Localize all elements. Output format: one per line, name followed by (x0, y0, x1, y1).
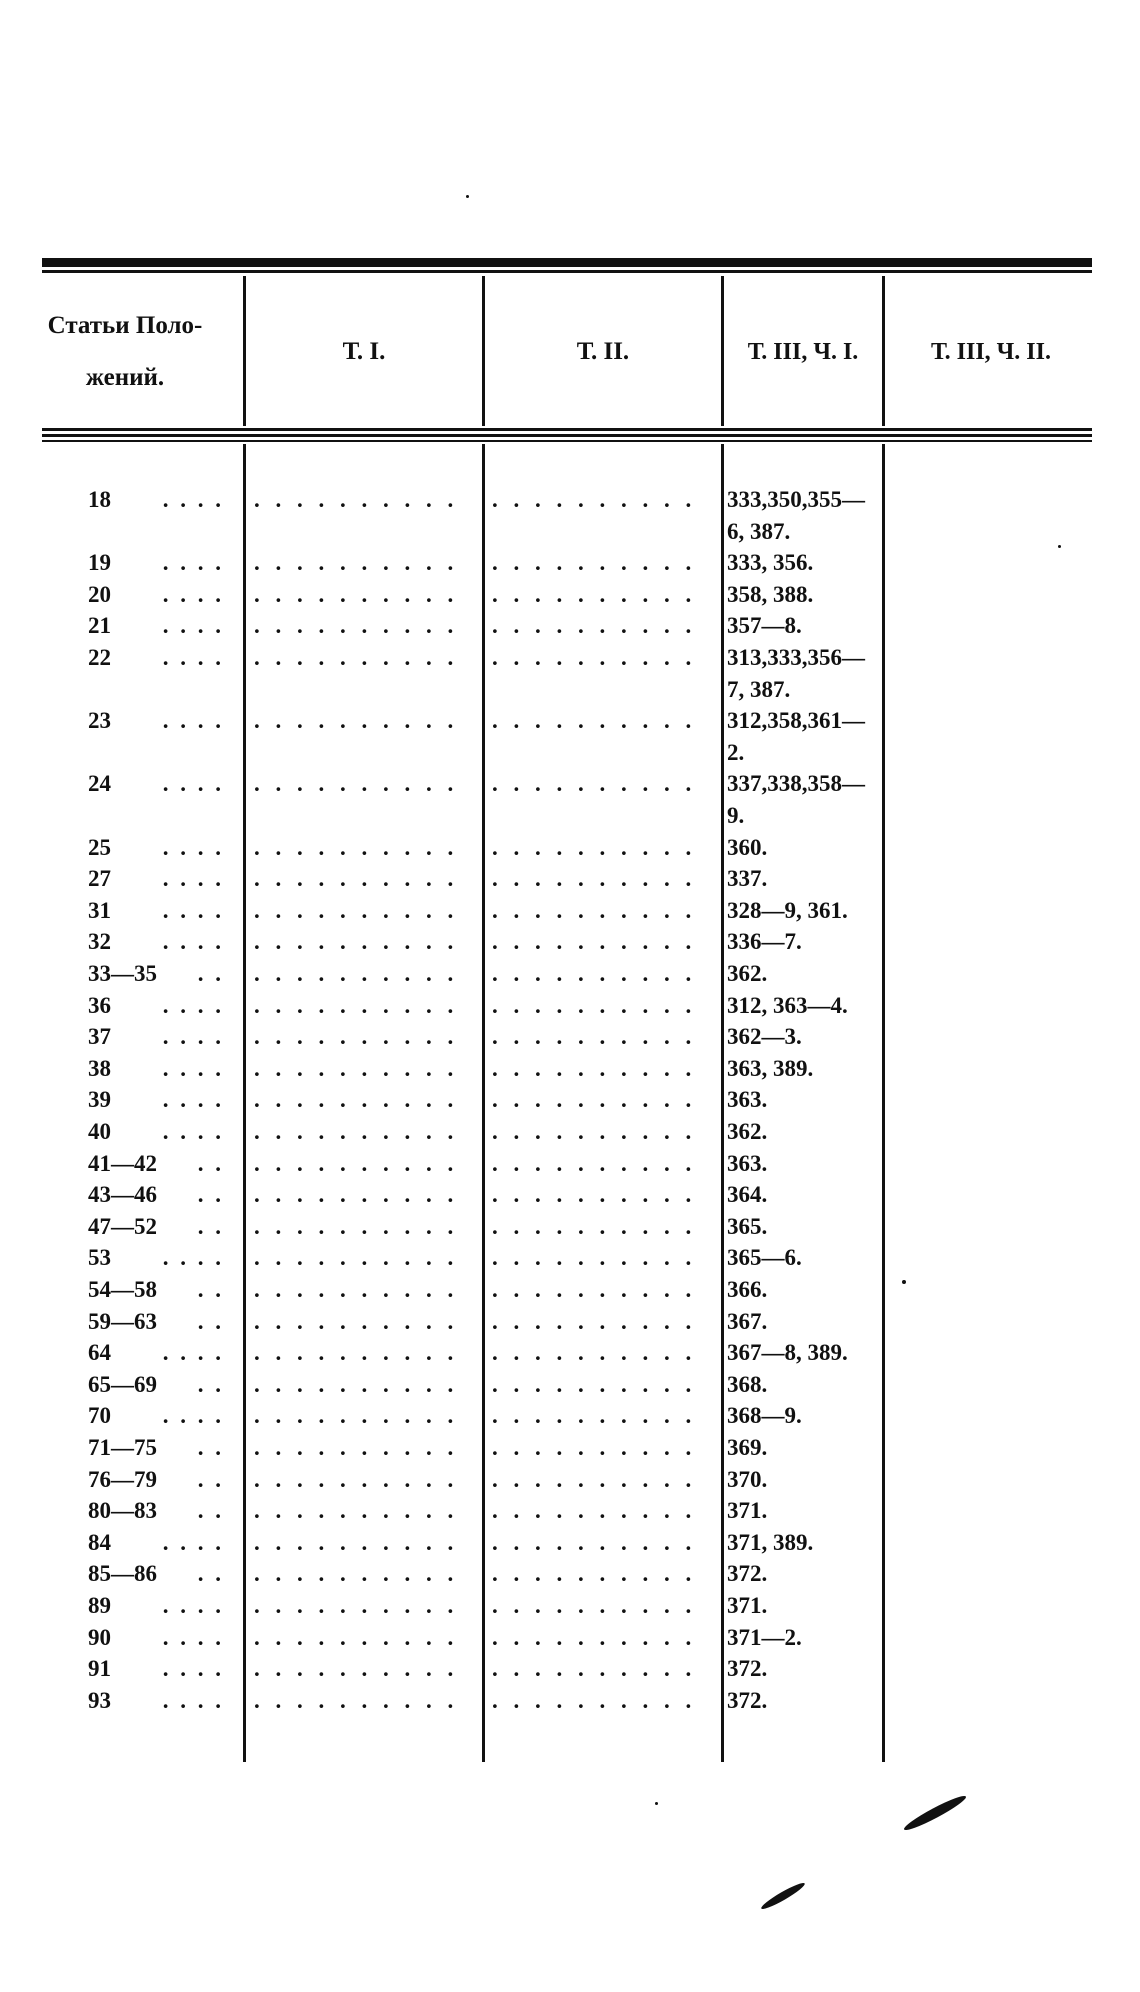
article-number: 53 (88, 1245, 111, 1271)
leader-dots: . . . . (162, 1403, 224, 1429)
column-divider (882, 276, 885, 426)
leader-dots: . . . . (162, 992, 224, 1018)
page-reference: 372. (727, 1687, 768, 1713)
leader-dots: . . . . . . . . . . (254, 581, 459, 607)
leader-dots: . . . . (162, 1055, 224, 1081)
page-reference: 313,333,356—7, 387. (727, 645, 865, 702)
leader-dots: . . . . . . . . . . (254, 1403, 459, 1429)
column-divider (243, 444, 246, 1762)
leader-dots: . . . . (162, 1340, 224, 1366)
leader-dots: . . (197, 1371, 224, 1397)
page-reference: 371, 389. (727, 1529, 814, 1555)
article-number: 39 (88, 1087, 111, 1113)
article-number: 71—75 (88, 1435, 157, 1460)
article-number: 18 (88, 487, 111, 512)
column-divider (721, 276, 724, 426)
leader-dots: . . . . . . . . . . (254, 1245, 459, 1271)
leader-dots: . . . . . . . . . . (492, 834, 697, 860)
article-number: 40 (88, 1119, 111, 1144)
page-reference: 312,358,361—2. (727, 708, 865, 766)
page-reference: 367—8, 389. (727, 1340, 848, 1366)
article-number: 93 (88, 1687, 111, 1713)
leader-dots: . . . . . . . . . . (254, 897, 459, 923)
article-number: 19 (88, 550, 111, 576)
page-reference: 369. (727, 1435, 768, 1460)
article-number: 80—83 (88, 1498, 157, 1524)
leader-dots: . . . . (162, 771, 224, 797)
article-number: 84 (88, 1529, 111, 1555)
leader-dots: . . (197, 961, 224, 986)
leader-dots: . . . . . . . . . . (254, 1087, 459, 1113)
column-divider (882, 444, 885, 1762)
leader-dots: . . . . (162, 929, 224, 955)
leader-dots: . . . . (162, 550, 224, 576)
leader-dots: . . . . . . . . . . (492, 1245, 697, 1271)
page-reference: 357—8. (727, 613, 802, 639)
leader-dots: . . . . . . . . . . (254, 1119, 459, 1144)
page-reference: 372. (727, 1656, 768, 1682)
leader-dots: . . . . (162, 645, 224, 670)
header-articles-line1: Статьи Поло- (47, 312, 203, 339)
leader-dots: . . . . . . . . . . (492, 1403, 697, 1429)
article-number: 41—42 (88, 1150, 157, 1176)
leader-dots: . . . . (162, 1593, 224, 1618)
page-reference: 337. (727, 866, 768, 892)
scan-speck (902, 1280, 906, 1284)
leader-dots: . . . . . . . . . . (492, 1593, 697, 1618)
header-t3-part1: Т. III, Ч. I. (747, 338, 859, 365)
page-reference: 372. (727, 1561, 768, 1587)
leader-dots: . . . . . . . . . . (254, 613, 459, 639)
leader-dots: . . . . . . . . . . (254, 1687, 459, 1713)
leader-dots: . . . . . . . . . . (254, 1308, 459, 1334)
leader-dots: . . . . . . . . . . (492, 897, 697, 923)
column-divider (482, 444, 485, 1762)
leader-dots: . . . . . . . . . . (492, 929, 697, 955)
article-number: 24 (88, 771, 111, 797)
column-divider (243, 276, 246, 426)
leader-dots: . . . . . . . . . . (492, 1371, 697, 1397)
article-number: 22 (88, 645, 111, 670)
leader-dots: . . . . . . . . . . (492, 1308, 697, 1334)
article-number: 90 (88, 1624, 111, 1650)
page-reference: 362. (727, 1119, 768, 1144)
leader-dots: . . . . . . . . . . (254, 992, 459, 1018)
page-reference: 370. (727, 1466, 768, 1492)
leader-dots: . . . . . . . . . . (254, 708, 459, 734)
page-reference: 360. (727, 834, 768, 860)
leader-dots: . . . . (162, 897, 224, 923)
leader-dots: . . . . (162, 1087, 224, 1113)
leader-dots: . . . . . . . . . . (492, 550, 697, 576)
article-number: 38 (88, 1055, 111, 1081)
page-reference: 367. (727, 1308, 768, 1334)
leader-dots: . . . . . . . . . . (254, 1055, 459, 1081)
leader-dots: . . . . . . . . . . (492, 1529, 697, 1555)
leader-dots: . . (197, 1182, 224, 1208)
page-reference: 333, 356. (727, 550, 814, 576)
article-number: 43—46 (88, 1182, 157, 1208)
article-number: 25 (88, 834, 111, 860)
leader-dots: . . . . . . . . . . (492, 771, 697, 797)
column-divider (482, 276, 485, 426)
article-number: 76—79 (88, 1466, 157, 1492)
leader-dots: . . . . . . . . . . (492, 1087, 697, 1113)
leader-dots: . . . . . . . . . . (254, 645, 459, 670)
leader-dots: . . . . . . . . . . (492, 645, 697, 670)
page-reference: 371. (727, 1498, 768, 1524)
page-reference: 364. (727, 1182, 768, 1208)
leader-dots: . . (197, 1277, 224, 1302)
header-t2: Т. II. (576, 338, 630, 365)
ink-smudge (759, 1880, 806, 1912)
leader-dots: . . . . . . . . . . (254, 487, 459, 512)
leader-dots: . . . . (162, 1656, 224, 1682)
leader-dots: . . . . . . . . . . (492, 1466, 697, 1492)
article-number: 65—69 (88, 1371, 157, 1397)
page-reference: 358, 388. (727, 581, 814, 607)
header-rule (42, 428, 1092, 431)
article-number: 91 (88, 1656, 111, 1682)
page-reference: 366. (727, 1277, 768, 1302)
article-number: 33—35 (88, 961, 157, 986)
leader-dots: . . . . . . . . . . (492, 581, 697, 607)
leader-dots: . . . . . . . . . . (492, 487, 697, 512)
page-reference: 312, 363—4. (727, 992, 848, 1018)
leader-dots: . . . . . . . . . . (492, 866, 697, 892)
page-reference: 363, 389. (727, 1055, 814, 1081)
leader-dots: . . . . (162, 1245, 224, 1271)
leader-dots: . . . . . . . . . . (254, 771, 459, 797)
leader-dots: . . . . (162, 613, 224, 639)
page-reference: 368. (727, 1371, 768, 1397)
page-reference: 328—9, 361. (727, 897, 848, 923)
leader-dots: . . . . . . . . . . (254, 1371, 459, 1397)
leader-dots: . . . . (162, 1624, 224, 1650)
leader-dots: . . (197, 1561, 224, 1587)
top-rule-thin (42, 270, 1092, 273)
leader-dots: . . . . (162, 834, 224, 860)
leader-dots: . . . . . . . . . . (254, 1498, 459, 1524)
leader-dots: . . . . . . . . . . (492, 1561, 697, 1587)
page-reference: 365. (727, 1213, 768, 1239)
leader-dots: . . . . . . . . . . (492, 1055, 697, 1081)
leader-dots: . . . . . . . . . . (492, 1119, 697, 1144)
leader-dots: . . . . (162, 866, 224, 892)
leader-dots: . . . . . . . . . . (254, 1150, 459, 1176)
header-rule (42, 440, 1092, 442)
leader-dots: . . . . (162, 1529, 224, 1555)
scan-speck (466, 195, 469, 198)
scan-speck (1058, 545, 1061, 548)
leader-dots: . . . . . . . . . . (254, 1213, 459, 1239)
leader-dots: . . . . . . . . . . (254, 1561, 459, 1587)
article-number: 89 (88, 1593, 111, 1618)
leader-dots: . . (197, 1498, 224, 1524)
page-reference: 365—6. (727, 1245, 802, 1271)
leader-dots: . . . . (162, 708, 224, 734)
leader-dots: . . . . . . . . . . (254, 1277, 459, 1302)
leader-dots: . . . . . . . . . . (492, 1150, 697, 1176)
page-reference: 371. (727, 1593, 768, 1618)
article-number: 59—63 (88, 1308, 157, 1334)
page-reference: 362. (727, 961, 768, 986)
page-reference: 371—2. (727, 1624, 802, 1650)
leader-dots: . . . . . . . . . . (492, 613, 697, 639)
leader-dots: . . . . (162, 1687, 224, 1713)
header-rule (42, 434, 1092, 437)
leader-dots: . . . . (162, 487, 224, 512)
leader-dots: . . (197, 1435, 224, 1460)
article-number: 47—52 (88, 1213, 157, 1239)
leader-dots: . . . . . . . . . . (492, 1213, 697, 1239)
column-divider (721, 444, 724, 1762)
leader-dots: . . . . . . . . . . (254, 1529, 459, 1555)
leader-dots: . . . . . . . . . . (492, 1687, 697, 1713)
leader-dots: . . . . . . . . . . (254, 1593, 459, 1618)
page-reference: 362—3. (727, 1024, 802, 1050)
leader-dots: . . . . . . . . . . (492, 1277, 697, 1302)
leader-dots: . . . . . . . . . . (492, 1498, 697, 1524)
article-number: 23 (88, 708, 111, 734)
leader-dots: . . . . . . . . . . (492, 1624, 697, 1650)
leader-dots: . . . . . . . . . . (492, 961, 697, 986)
article-number: 32 (88, 929, 111, 955)
page-reference: 337,338,358—9. (727, 771, 865, 829)
page-reference: 333,350,355—6, 387. (727, 487, 865, 544)
leader-dots: . . . . . . . . . . (254, 1435, 459, 1460)
leader-dots: . . (197, 1150, 224, 1176)
article-number: 27 (88, 866, 111, 892)
leader-dots: . . (197, 1308, 224, 1334)
article-number: 20 (88, 581, 111, 607)
leader-dots: . . . . . . . . . . (254, 961, 459, 986)
leader-dots: . . . . . . . . . . (492, 1656, 697, 1682)
header-articles (40, 282, 240, 422)
article-number: 64 (88, 1340, 111, 1366)
leader-dots: . . . . . . . . . . (254, 1466, 459, 1492)
ink-smudge (902, 1792, 969, 1834)
article-number: 36 (88, 992, 111, 1018)
leader-dots: . . . . . . . . . . (254, 834, 459, 860)
leader-dots: . . (197, 1466, 224, 1492)
leader-dots: . . . . . . . . . . (254, 866, 459, 892)
leader-dots: . . . . . . . . . . (254, 1024, 459, 1050)
leader-dots: . . . . . . . . . . (254, 1182, 459, 1208)
leader-dots: . . . . (162, 581, 224, 607)
page-reference: 363. (727, 1150, 768, 1176)
scan-speck (655, 1802, 658, 1805)
leader-dots: . . . . . . . . . . (254, 1656, 459, 1682)
article-number: 31 (88, 897, 111, 923)
leader-dots: . . . . (162, 1119, 224, 1144)
leader-dots: . . . . (162, 1024, 224, 1050)
article-number: 85—86 (88, 1561, 157, 1587)
page-reference: 336—7. (727, 929, 802, 955)
header-articles-line2: жений. (85, 364, 165, 391)
leader-dots: . . . . . . . . . . (492, 708, 697, 734)
header-t3-part2: Т. III, Ч. II. (931, 338, 1051, 365)
leader-dots: . . . . . . . . . . (254, 1340, 459, 1366)
leader-dots: . . . . . . . . . . (492, 992, 697, 1018)
leader-dots: . . . . . . . . . . (492, 1340, 697, 1366)
article-number: 21 (88, 613, 111, 639)
article-number: 54—58 (88, 1277, 157, 1302)
leader-dots: . . . . . . . . . . (492, 1024, 697, 1050)
header-t1: Т. I. (342, 338, 386, 365)
page-reference: 368—9. (727, 1403, 802, 1429)
leader-dots: . . . . . . . . . . (492, 1182, 697, 1208)
leader-dots: . . . . . . . . . . (254, 550, 459, 576)
article-number: 70 (88, 1403, 111, 1429)
top-rule-thick (42, 258, 1092, 267)
article-number: 37 (88, 1024, 111, 1050)
leader-dots: . . (197, 1213, 224, 1239)
page-reference: 363. (727, 1087, 768, 1113)
leader-dots: . . . . . . . . . . (254, 929, 459, 955)
leader-dots: . . . . . . . . . . (492, 1435, 697, 1460)
leader-dots: . . . . . . . . . . (254, 1624, 459, 1650)
